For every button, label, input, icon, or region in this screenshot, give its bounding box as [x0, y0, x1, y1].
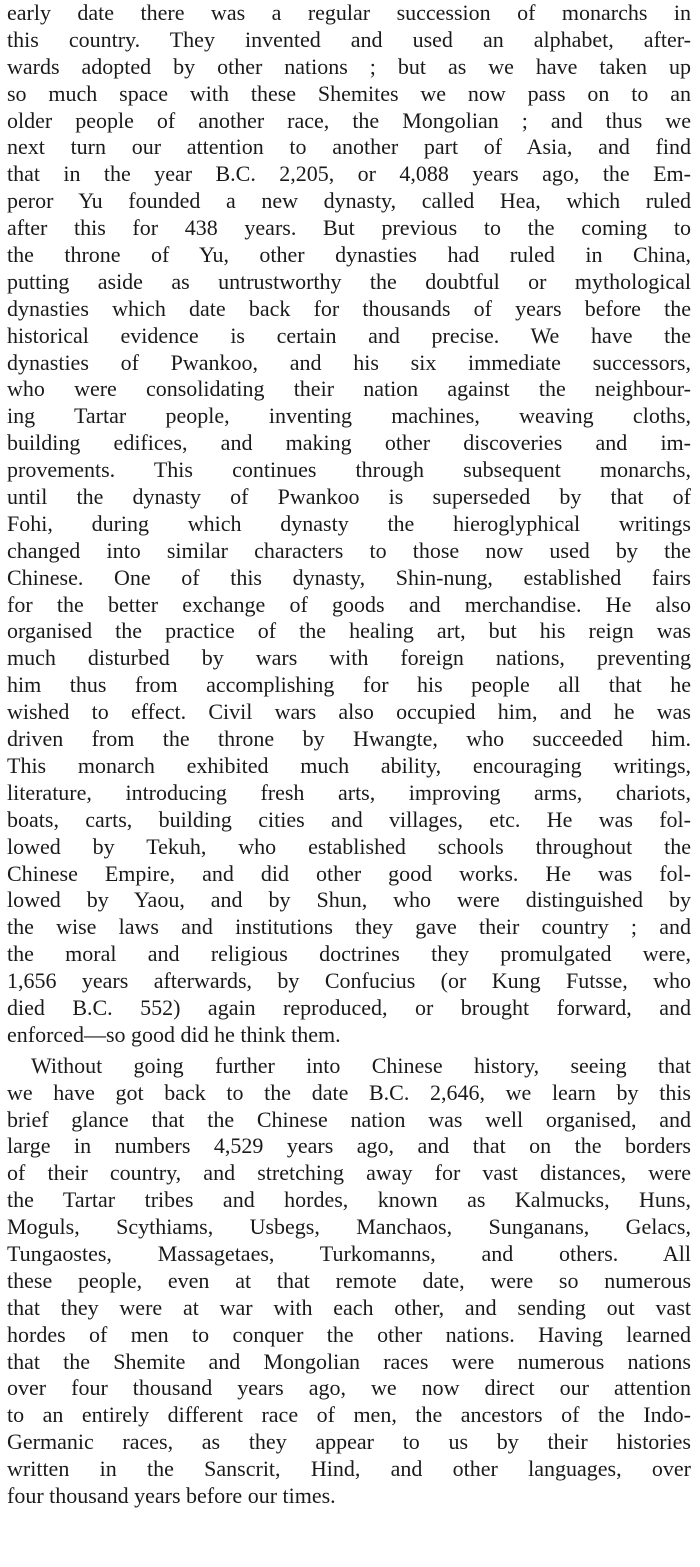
text-line: dynasties which date back for thousands of years before the — [7, 295, 691, 321]
text-line: Without going further into Chinese history, seeing that — [31, 1052, 691, 1078]
text-line: him thus from accomplishing for his people all that he — [7, 672, 691, 698]
text-line: that they were at war with each other, and sending out vast — [7, 1294, 691, 1320]
text-line: written in the Sanscrit, Hind, and other languages, over — [7, 1456, 691, 1482]
text-line: the throne of Yu, other dynasties had ruled in China, — [7, 242, 691, 268]
text-line: peror Yu founded a new dynasty, called Hea, which ruled — [7, 188, 691, 214]
text-line: wished to effect. Civil wars also occupied him, and he was — [7, 699, 691, 725]
text-line: changed into similar characters to those now used by the — [7, 537, 691, 563]
text-line: these people, even at that remote date, were so numerous — [7, 1267, 691, 1293]
text-line: much disturbed by wars with foreign nations, preventing — [7, 645, 691, 671]
text-line: Chinese. One of this dynasty, Shin-nung, established fairs — [7, 564, 691, 590]
text-line: Germanic races, as they appear to us by their histories — [7, 1429, 691, 1455]
text-line: putting aside as untrustworthy the doubtful or mythological — [7, 268, 691, 294]
text-line: of their country, and stretching away for vast distances, were — [7, 1160, 691, 1186]
text-line: enforced—so good did he think them. — [7, 1021, 341, 1047]
text-line: Moguls, Scythiams, Usbegs, Manchaos, Sunganans, Gelacs, — [7, 1214, 691, 1240]
text-line: the Tartar tribes and hordes, known as Kalmucks, Huns, — [7, 1187, 691, 1213]
text-line: This monarch exhibited much ability, encouraging writings, — [7, 752, 691, 778]
text-line: the wise laws and institutions they gave their country ; and — [7, 914, 691, 940]
text-line: until the dynasty of Pwankoo is superseded by that of — [7, 484, 691, 510]
text-line: boats, carts, building cities and villages, etc. He was fol- — [7, 806, 691, 832]
text-line: died B.C. 552) again reproduced, or brought forward, and — [7, 994, 691, 1020]
text-line: 1,656 years afterwards, by Confucius (or Kung Futsse, who — [7, 968, 691, 994]
text-line: ing Tartar people, inventing machines, weaving cloths, — [7, 403, 691, 429]
text-line: brief glance that the Chinese nation was well organised, and — [7, 1106, 691, 1132]
text-line: large in numbers 4,529 years ago, and that on the borders — [7, 1133, 691, 1159]
text-line: lowed by Yaou, and by Shun, who were distinguished by — [7, 887, 691, 913]
text-line: so much space with these Shemites we now pass on to an — [7, 80, 691, 106]
text-line: early date there was a regular succession of monarchs in — [7, 0, 691, 25]
text-line: we have got back to the date B.C. 2,646, we learn by this — [7, 1079, 691, 1105]
text-line: four thousand years before our times. — [7, 1482, 336, 1508]
text-line: that in the year B.C. 2,205, or 4,088 years ago, the Em- — [7, 161, 691, 187]
paragraph-chinese-dynasties — [7, 0, 691, 1049]
text-line: to an entirely different race of men, the ancestors of the Indo- — [7, 1402, 691, 1428]
text-line: organised the practice of the healing art, but his reign was — [7, 618, 691, 644]
text-line: for the better exchange of goods and merchandise. He also — [7, 591, 691, 617]
text-line: after this for 438 years. But previous to the coming to — [7, 215, 691, 241]
text-line: Chinese Empire, and did other good works. He was fol- — [7, 860, 691, 886]
text-line: provements. This continues through subsequent monarchs, — [7, 457, 691, 483]
paragraph-tartar-tribes — [7, 1053, 691, 1510]
text-line: dynasties of Pwankoo, and his six immediate successors, — [7, 349, 691, 375]
text-line: lowed by Tekuh, who established schools throughout the — [7, 833, 691, 859]
text-line: literature, introducing fresh arts, improving arms, chariots, — [7, 779, 691, 805]
text-line: that the Shemite and Mongolian races were numerous nations — [7, 1348, 691, 1374]
text-line: who were consolidating their nation against the neighbour- — [7, 376, 691, 402]
text-line: next turn our attention to another part of Asia, and find — [7, 134, 691, 160]
text-line: historical evidence is certain and precise. We have the — [7, 322, 691, 348]
text-line: Tungaostes, Massagetaes, Turkomanns, and others. All — [7, 1240, 691, 1266]
text-line: hordes of men to conquer the other nations. Having learned — [7, 1321, 691, 1347]
text-line: Fohi, during which dynasty the hieroglyphical writings — [7, 510, 691, 536]
text-line: the moral and religious doctrines they promulgated were, — [7, 941, 691, 967]
text-line: driven from the throne by Hwangte, who succeeded him. — [7, 726, 691, 752]
text-line: older people of another race, the Mongolian ; and thus we — [7, 107, 691, 133]
text-line: wards adopted by other nations ; but as we have taken up — [7, 53, 691, 79]
text-line: this country. They invented and used an alphabet, after- — [7, 26, 691, 52]
text-line: building edifices, and making other discoveries and im- — [7, 430, 691, 456]
text-line: over four thousand years ago, we now direct our attention — [7, 1375, 691, 1401]
